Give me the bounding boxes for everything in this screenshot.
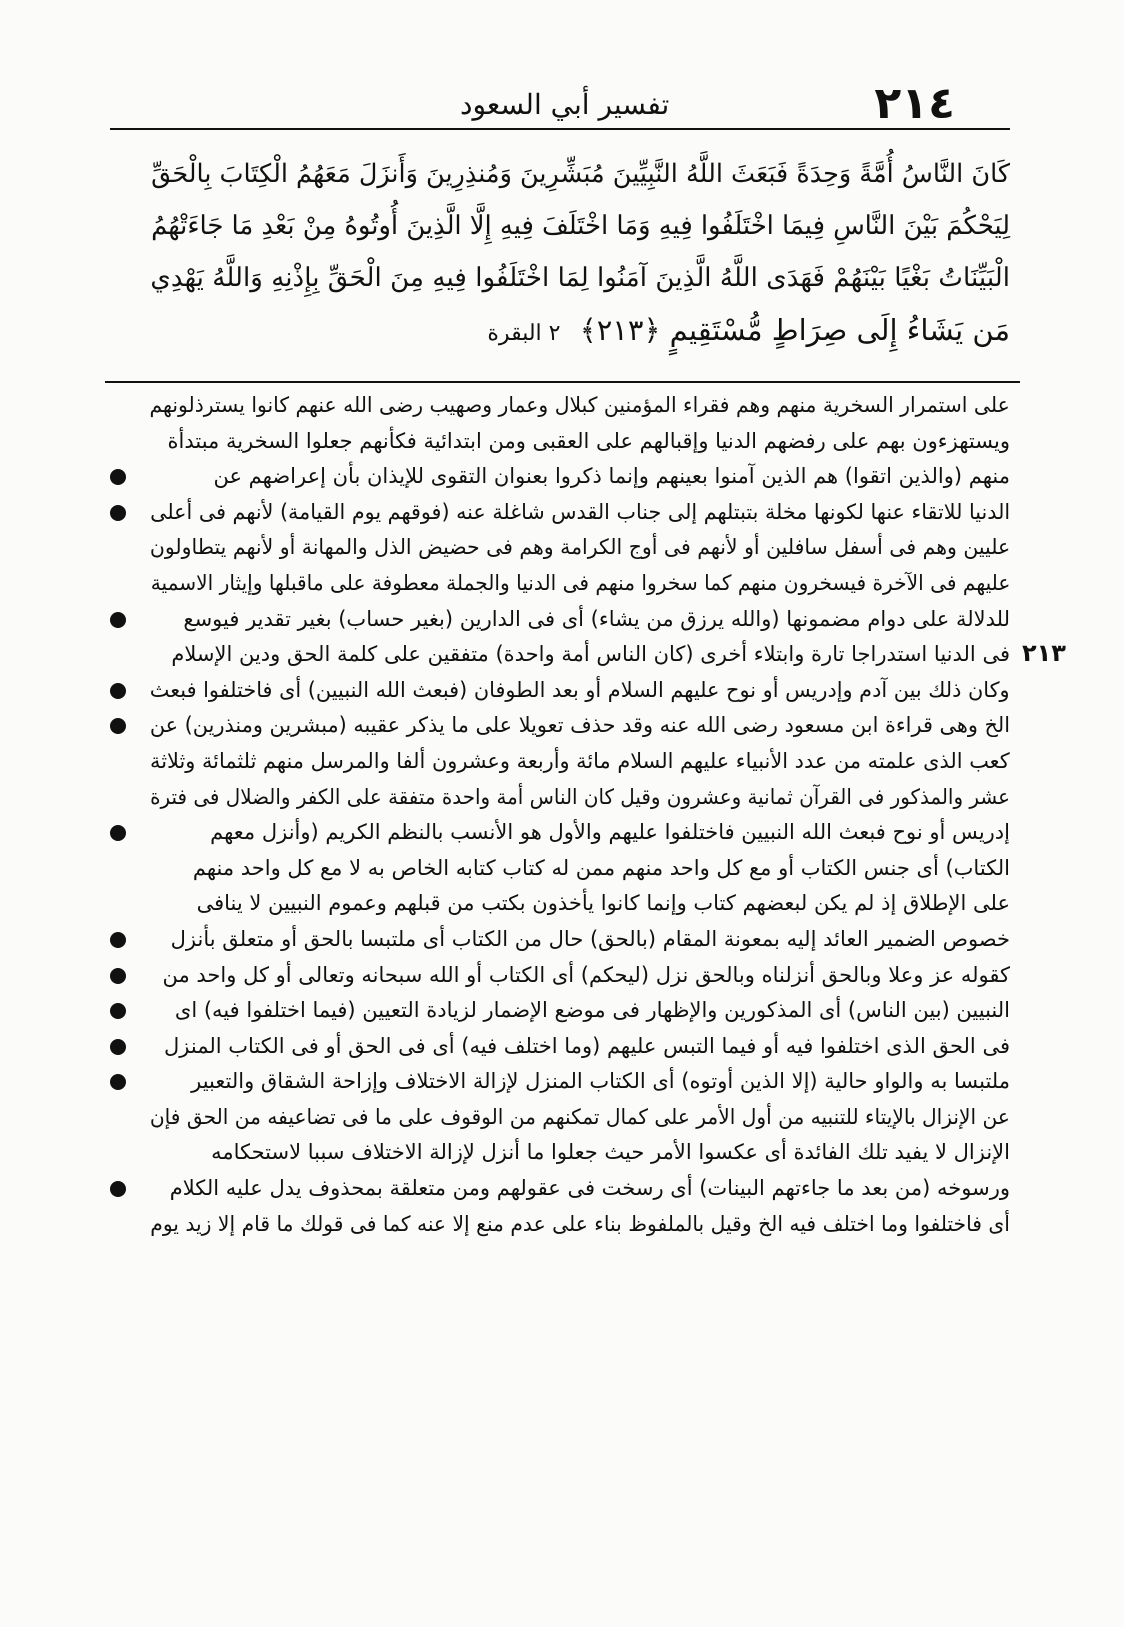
commentary-line: [110, 566, 1010, 602]
commentary-text: عليين وهم فى أسفل سافلين أو لأنهم فى أوج الكرامة وهم فى حضيض الذل والمهانة أو لأنهم يتطاولون: [149, 535, 1010, 560]
commentary-line: [110, 815, 1010, 851]
bullet-icon: [110, 469, 126, 485]
commentary-text: للدلالة على دوام مضمونها (والله يرزق من يشاء) أى فى الدارين (بغير حساب) بغير تقدير فيوسع: [183, 606, 1010, 631]
margin-verse-number: ٢١٣: [1022, 639, 1066, 668]
commentary-line: [110, 780, 1010, 816]
commentary-text: على الإطلاق إذ لم يكن لبعضهم كتاب وإنما كانوا يأخذون بكتب من قبلهم وعموم النبيين لا ينافى: [196, 891, 1010, 916]
commentary-line: [110, 495, 1010, 531]
commentary-text: الدنيا للاتقاء عنها لكونها مخلة بتبتلهم إلى جناب القدس شاغلة عنه (فوقهم يوم القيامة) لأنهم فى أعلى: [149, 499, 1010, 524]
commentary-line: [110, 424, 1010, 460]
bullet-icon: [110, 683, 126, 699]
commentary-text: الكتاب) أى جنس الكتاب أو مع كل واحد منهم ممن له كتاب كتابه الخاص به لا مع كل واحد منهم: [192, 855, 1010, 880]
quran-verse-block: [150, 148, 1010, 360]
verse-line: الْبَيِّنَاتُ بَغْيًا بَيْنَهُمْ فَهَدَى اللَّهُ الَّذِينَ آمَنُوا لِمَا اخْتَلَفُوا فِيهِ مِنَ الْحَقِّ بِإِذْنِهِ وَاللَّهُ يَهْدِي: [150, 263, 1010, 293]
commentary-line: [110, 602, 1010, 638]
commentary-text: الخ وهى قراءة ابن مسعود رضى الله عنه وقد حذف تعويلا على ما يذكر عقيبه (مبشرين ومنذرين) عن: [149, 713, 1010, 738]
commentary-text: عن الإنزال بالإيتاء للتنبيه من أول الأمر على كمال تمكنهم من الوقوف على ما فى تضاعيفه من الحق فإن: [149, 1104, 1010, 1129]
bullet-icon: [110, 932, 126, 948]
commentary-text: كعب الذى علمته من عدد الأنبياء عليهم السلام مائة وأربعة وعشرون ألفا والمرسل منهم ثلثمائة وثلاثة: [150, 748, 1010, 773]
ayah-marker: ﴿٢١٣﴾: [579, 313, 661, 347]
commentary-line: [110, 886, 1010, 922]
commentary-line: [110, 993, 1010, 1029]
commentary-text: النبيين (بين الناس) أى المذكورين والإظهار فى موضع الإضمار لزيادة التعيين (فيما اختلفوا فيه) اى: [174, 998, 1010, 1023]
commentary-text: كقوله عز وعلا وبالحق أنزلناه وبالحق نزل (ليحكم) أى الكتاب أو الله سبحانه وتعالى أو كل واحد من: [162, 962, 1010, 987]
commentary-line: [110, 459, 1010, 495]
commentary-text: على استمرار السخرية منهم وهم فقراء المؤمنين كبلال وعمار وصهيب رضى الله عنهم كانوا يسترذلونهم: [149, 393, 1010, 417]
bullet-icon: [110, 1181, 126, 1197]
bullet-icon: [110, 718, 126, 734]
commentary-text: عليهم فى الآخرة فيسخرون منهم كما سخروا منهم فى الدنيا والجملة معطوفة على ماقبلها وإيثار الاسمية: [150, 570, 1010, 595]
commentary-text: ملتبسا به والواو حالية (إلا الذين أوتوه) أى الكتاب المنزل لإزالة الاختلاف وإزاحة الشقاق والتعبير: [191, 1069, 1010, 1094]
commentary-text: ورسوخه (من بعد ما جاءتهم البينات) أى رسخت فى عقولهم ومن متعلقة بمحذوف يدل عليه الكلام: [169, 1176, 1010, 1201]
commentary-text: منهم (والذين اتقوا) هم الذين آمنوا بعينهم وإنما ذكروا بعنوان التقوى للإيذان بأن إعراضهم عن: [213, 464, 1010, 489]
bullet-icon: [110, 1039, 126, 1055]
commentary-line: [110, 1100, 1010, 1136]
surah-reference: ٢ البقرة: [487, 321, 561, 346]
commentary-line: [110, 1029, 1010, 1065]
commentary-line: [110, 922, 1010, 958]
bullet-icon: [110, 612, 126, 628]
commentary-text: ويستهزءون بهم على رفضهم الدنيا وإقبالهم على العقبى ومن ابتدائية فكأنهم جعلوا السخرية مبتدأة: [167, 428, 1010, 453]
running-title: تفسير أبي السعود: [460, 88, 670, 121]
commentary-line: [110, 1064, 1010, 1100]
verse-rule: [105, 381, 1020, 383]
page-number: ٢١٤: [874, 78, 955, 129]
verse-line-last: [150, 304, 1010, 360]
commentary-line: [110, 851, 1010, 887]
commentary-text: الإنزال لا يفيد تلك الفائدة أى عكسوا الأمر حيث جعلوا ما أنزل لإزالة الاختلاف سببا لاستحكامه: [211, 1140, 1010, 1165]
bullet-icon: [110, 825, 126, 841]
commentary-line: [110, 708, 1010, 744]
bullet-icon: [110, 1074, 126, 1090]
bullet-icon: [110, 505, 126, 521]
commentary-text: أى فاختلفوا وما اختلف فيه الخ وقيل بالملفوظ بناء على عدم منع إلا عنه كما فى قولك ما قام إلا زيد يوم: [150, 1211, 1010, 1236]
bullet-icon: [110, 968, 126, 984]
commentary-line: [110, 744, 1010, 780]
commentary-line: [110, 1135, 1010, 1171]
commentary-text: عشر والمذكور فى القرآن ثمانية وعشرون وقيل كان الناس أمة واحدة متفقة على الكفر والضلال فى فترة: [150, 784, 1010, 809]
header-rule: [110, 128, 1010, 130]
verse-line: كَانَ النَّاسُ أُمَّةً وَحِدَةً فَبَعَثَ اللَّهُ النَّبِيِّينَ مُبَشِّرِينَ وَمُنذِرِينَ وَأَنزَلَ مَعَهُمُ الْكِتَابَ بِالْحَقِّ: [151, 159, 1010, 189]
commentary-text: وكان ذلك بين آدم وإدريس أو نوح عليهم السلام أو بعد الطوفان (فبعث الله النبيين) أى فاختلفوا فبعث: [150, 677, 1010, 702]
bullet-icon: [110, 1003, 126, 1019]
commentary-line: [110, 530, 1010, 566]
verse-line: لِيَحْكُمَ بَيْنَ النَّاسِ فِيمَا اخْتَلَفُوا فِيهِ وَمَا اخْتَلَفَ فِيهِ إِلَّا الَّذِينَ أُوتُوهُ مِنْ بَعْدِ مَا جَاءَتْهُمُ: [151, 211, 1010, 241]
page-header: [110, 70, 1010, 130]
commentary-line: [110, 1171, 1010, 1207]
commentary-line: [110, 637, 1010, 673]
commentary-line: [110, 958, 1010, 994]
commentary-text: إدريس أو نوح فبعث الله النبيين فاختلفوا عليهم والأول هو الأنسب بالنظم الكريم (وأنزل معهم: [210, 820, 1010, 845]
commentary-line: [110, 1207, 1010, 1243]
commentary-line: [110, 388, 1010, 424]
commentary-text: خصوص الضمير العائد إليه بمعونة المقام (بالحق) حال من الكتاب أى ملتبسا بالحق أو متعلق بأنزل: [170, 926, 1010, 951]
commentary-text: فى الحق الذى اختلفوا فيه أو فيما التبس عليهم (وما اختلف فيه) أى فى الحق أو فى الكتاب المنزل: [164, 1033, 1010, 1058]
verse-text: مَن يَشَاءُ إِلَى صِرَاطٍ مُّسْتَقِيمٍ: [669, 313, 1010, 347]
commentary-line: [110, 673, 1010, 709]
commentary-text: فى الدنيا استدراجا تارة وابتلاء أخرى (كان الناس أمة واحدة) متفقين على كلمة الحق ودين الإسلام: [171, 642, 1010, 667]
commentary-block: [110, 388, 1010, 1242]
